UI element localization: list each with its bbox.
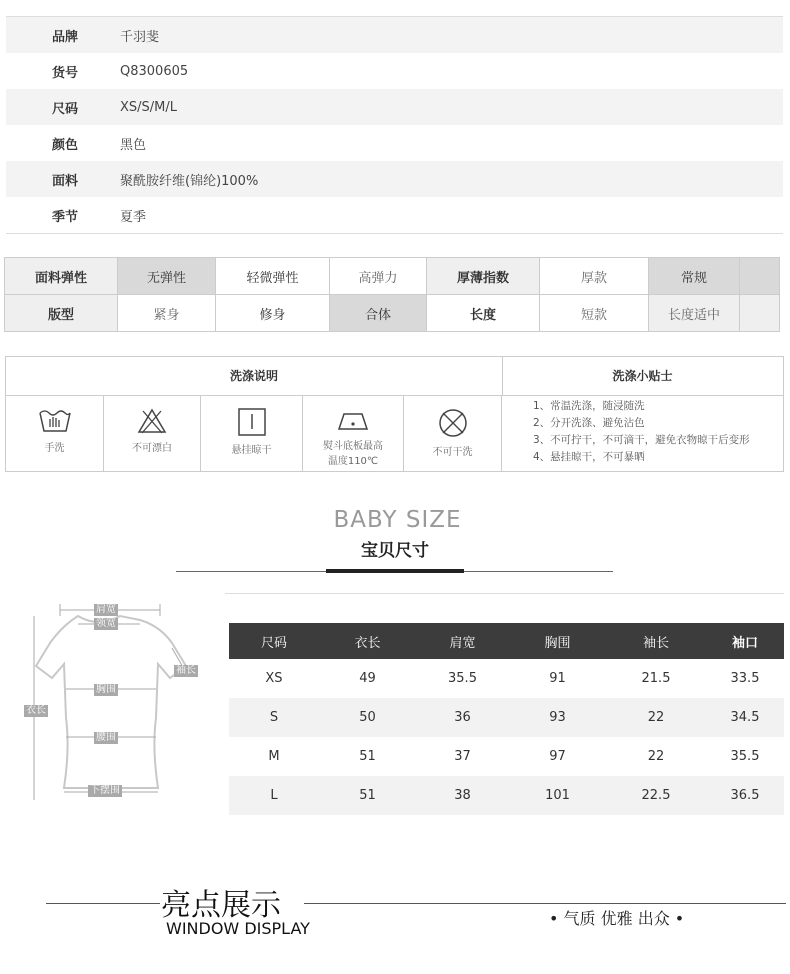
size-cell: 97 — [549, 749, 566, 764]
wash-cell-hand — [6, 395, 104, 471]
divider-accent — [326, 569, 464, 573]
attr-cell: 修身 — [216, 295, 330, 332]
baby-size-title-en: BABY SIZE — [333, 507, 462, 533]
size-row-xs — [229, 659, 784, 698]
info-value: XS/S/M/L — [120, 99, 178, 115]
size-row-l — [229, 776, 784, 815]
window-display-line-left — [46, 903, 160, 904]
attribute-row-fit — [5, 295, 780, 332]
size-cell: 36 — [416, 698, 509, 737]
attr-cell-header: 长度 — [427, 295, 540, 332]
size-table-header — [229, 623, 784, 659]
hang-dry-icon — [237, 407, 267, 437]
attr-cell: 长度适中 — [649, 295, 740, 332]
size-cell: 21.5 — [641, 671, 671, 686]
size-header-cell: 胸围 — [509, 623, 606, 659]
size-cell: 38 — [416, 776, 509, 815]
size-row-s — [229, 698, 784, 737]
size-cell: 49 — [359, 671, 376, 686]
info-label: 面料 — [52, 173, 79, 189]
info-value: 聚酰胺纤维(锦纶)100% — [120, 173, 259, 189]
attr-cell-selected: 常规 — [649, 258, 740, 295]
diagram-label-shoulder: 肩宽 — [96, 604, 116, 615]
size-cell: 22 — [606, 698, 706, 737]
size-cell: 35.5 — [730, 749, 760, 764]
attr-cell-empty — [740, 295, 780, 332]
attr-cell: 紧身 — [118, 295, 216, 332]
wash-tip: 4、悬挂晾干，不可暴晒 — [533, 451, 645, 463]
info-value: 夏季 — [120, 209, 147, 225]
window-display-title-cn: 亮点展示 — [161, 888, 281, 923]
size-cell: 91 — [549, 671, 566, 686]
size-cell: 33.5 — [730, 671, 760, 686]
iron-icon — [335, 409, 371, 433]
wash-tip: 3、不可拧干，不可滴干，避免衣物晾干后变形 — [533, 434, 750, 446]
info-label: 季节 — [52, 209, 79, 225]
attr-cell-header: 面料弹性 — [5, 258, 118, 295]
info-row-fabric — [6, 161, 783, 197]
wash-cell-iron — [303, 395, 404, 471]
size-cell: 22.5 — [606, 776, 706, 815]
size-cell: 51 — [359, 749, 376, 764]
wash-cell-bleach — [104, 395, 201, 471]
size-cell: 37 — [454, 749, 471, 764]
diagram-label-neck: 领宽 — [96, 618, 116, 629]
window-display-tagline: • 气质 优雅 出众 • — [545, 906, 688, 929]
size-cell: M — [268, 749, 280, 764]
product-info-table — [6, 16, 783, 234]
hand-wash-icon — [37, 407, 73, 435]
size-table — [229, 623, 784, 815]
info-label: 品牌 — [52, 29, 79, 45]
attr-cell-selected: 无弹性 — [118, 258, 216, 295]
size-row-m — [229, 737, 784, 776]
no-bleach-icon — [137, 407, 167, 435]
info-label: 尺码 — [52, 101, 79, 117]
attr-cell: 厚款 — [540, 258, 649, 295]
diagram-label-waist: 腰围 — [96, 732, 116, 743]
info-row-brand — [6, 17, 783, 53]
info-value: Q8300605 — [120, 63, 189, 79]
size-header-cell: 肩宽 — [416, 623, 509, 659]
window-display-line-right — [304, 903, 786, 904]
info-row-sku — [6, 53, 783, 89]
info-row-season — [6, 197, 783, 233]
size-cell: 93 — [509, 698, 606, 737]
diagram-label-hem: 下摆围 — [90, 785, 120, 796]
size-header-cell: 衣长 — [319, 623, 416, 659]
baby-size-title-cn: 宝贝尺寸 — [361, 541, 429, 561]
size-cell: 34.5 — [706, 698, 784, 737]
attr-cell-header: 版型 — [5, 295, 118, 332]
size-cell: XS — [265, 671, 283, 686]
attribute-row-elasticity — [5, 258, 780, 295]
attr-cell: 轻微弹性 — [216, 258, 330, 295]
wash-label: 悬挂晾干 — [231, 445, 272, 456]
attr-cell: 短款 — [540, 295, 649, 332]
attr-cell: 高弹力 — [330, 258, 427, 295]
attribute-grid — [4, 257, 780, 332]
size-cell: 50 — [319, 698, 416, 737]
info-label: 货号 — [52, 65, 79, 81]
wash-label-2: 温度110℃ — [327, 456, 379, 467]
wash-label: 手洗 — [44, 443, 65, 454]
wash-tip: 2、分开洗涤、避免沾色 — [533, 417, 645, 429]
diagram-label-sleeve: 袖长 — [176, 665, 196, 676]
size-cell: 101 — [509, 776, 606, 815]
divider-line-thin — [225, 593, 784, 594]
window-display-title-en: WINDOW DISPLAY — [166, 919, 310, 938]
info-row-size — [6, 89, 783, 125]
wash-label: 不可干洗 — [432, 447, 473, 458]
attr-cell-header: 厚薄指数 — [427, 258, 540, 295]
wash-cell-hang — [201, 395, 303, 471]
size-cell: L — [229, 776, 319, 815]
size-cell: 22 — [647, 749, 665, 764]
size-header-cell: 袖口 — [706, 623, 784, 659]
wash-tips-title: 洗涤小贴士 — [502, 357, 783, 396]
info-row-color — [6, 125, 783, 161]
info-value: 千羽斐 — [120, 29, 160, 45]
diagram-label-length: 衣长 — [26, 705, 46, 716]
wash-tips-list — [533, 398, 750, 466]
wash-label: 熨斗底板最高 — [323, 441, 383, 452]
wash-title: 洗涤说明 — [6, 357, 503, 396]
size-cell: 36.5 — [706, 776, 784, 815]
diagram-label-chest: 胸围 — [96, 684, 116, 695]
attr-cell-selected: 合体 — [330, 295, 427, 332]
wash-label: 不可漂白 — [132, 443, 172, 454]
size-header-cell: 尺码 — [229, 623, 319, 659]
size-cell: 51 — [319, 776, 416, 815]
size-cell: S — [229, 698, 319, 737]
info-value: 黑色 — [120, 137, 147, 153]
wash-cell-dryclean — [404, 395, 502, 471]
attr-cell-empty — [740, 258, 780, 295]
info-label: 颜色 — [52, 137, 79, 153]
size-header-cell: 袖长 — [606, 623, 706, 659]
no-dry-clean-icon — [437, 407, 469, 439]
wash-tip: 1、常温洗涤，随浸随洗 — [533, 400, 645, 412]
size-cell: 35.5 — [448, 671, 477, 686]
